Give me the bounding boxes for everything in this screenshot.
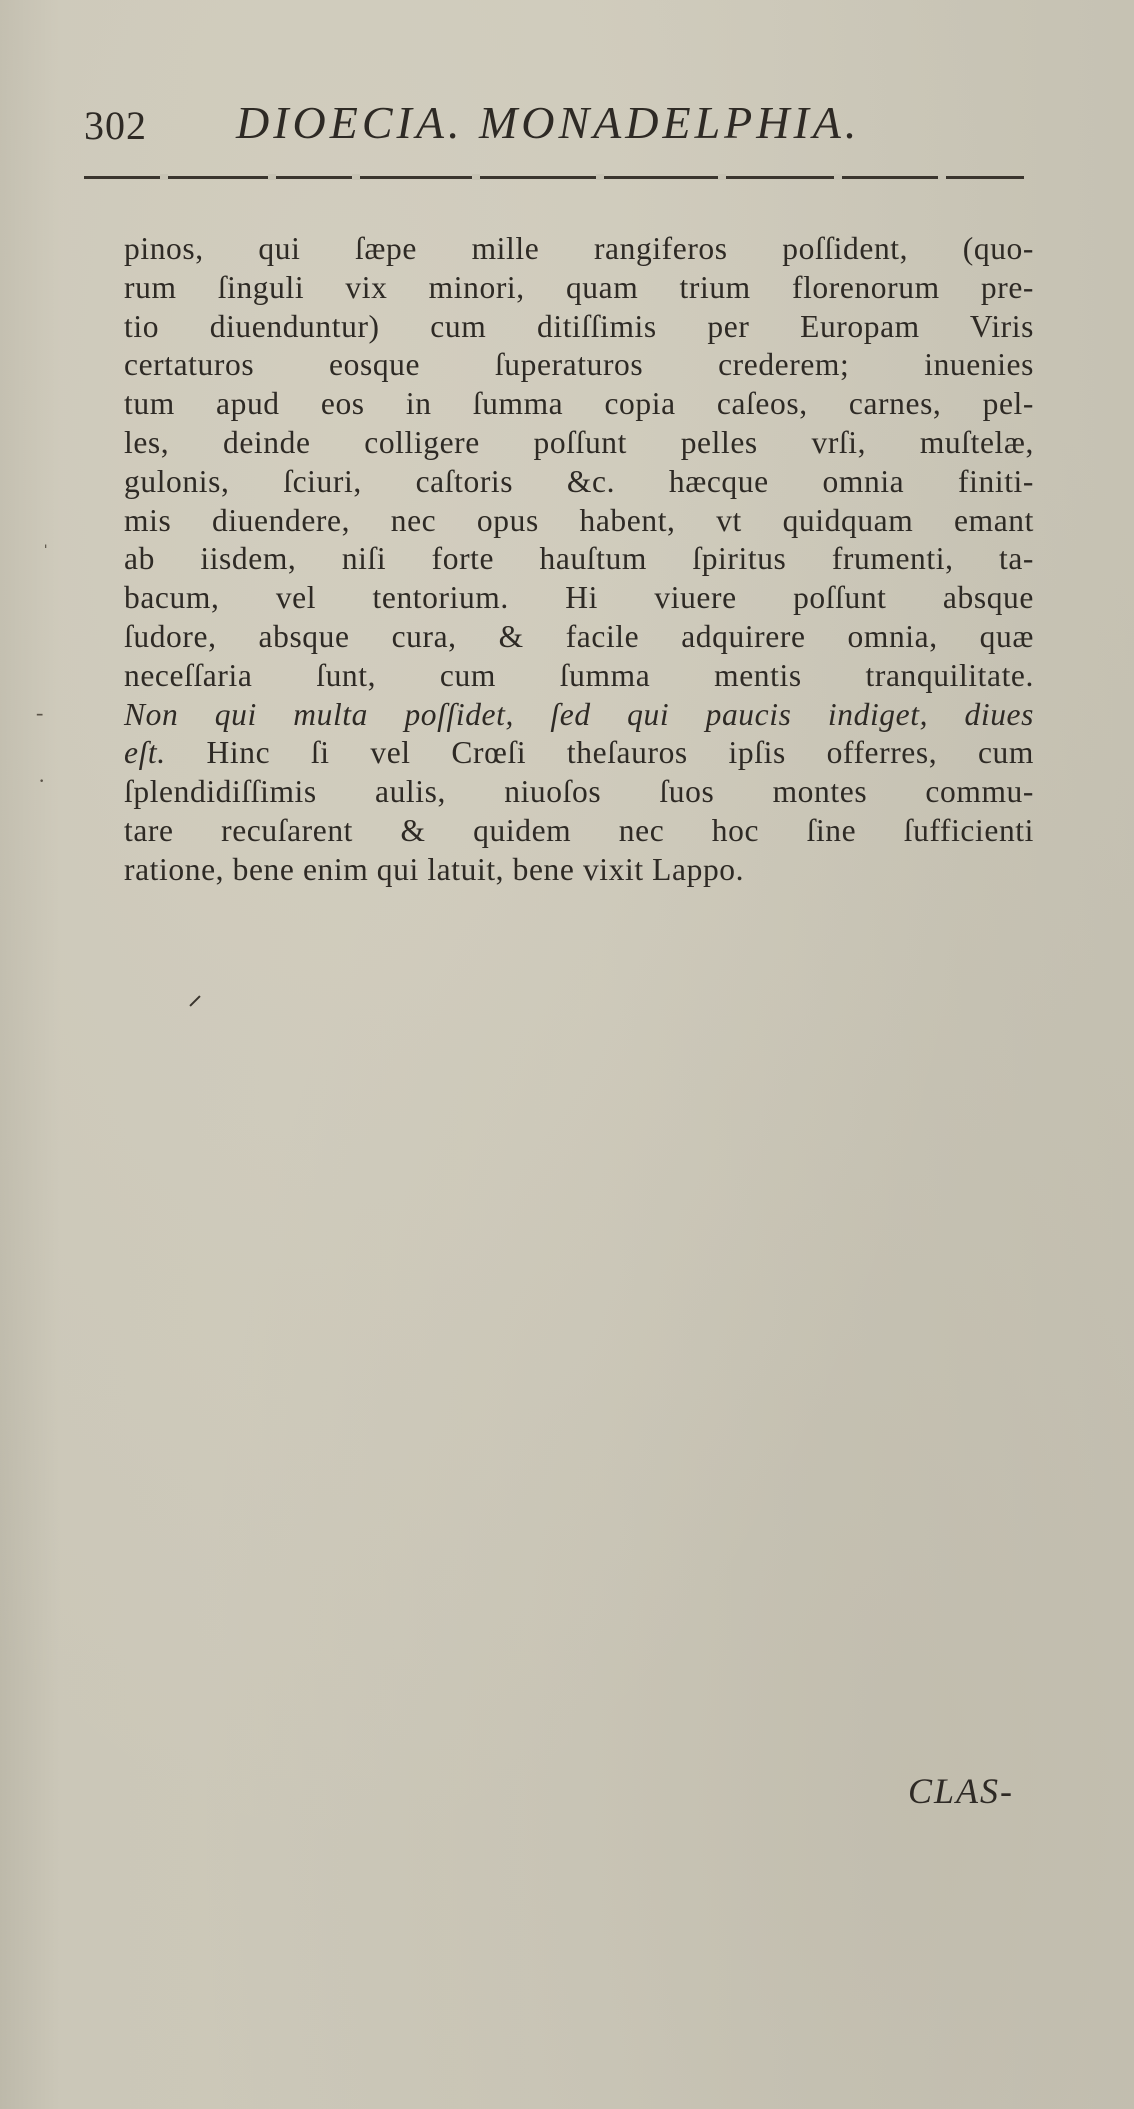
text-line: tare recuſarent & quidem nec hoc ſine ſufficienti <box>124 812 1034 848</box>
italic-quote-line: Non qui multa poſſidet, ſed qui paucis indiget, diues <box>124 696 1034 732</box>
rule-gap <box>596 174 604 180</box>
page-header <box>84 96 1044 156</box>
text-line: ab iisdem, niſi forte hauſtum ſpiritus frumenti, ta- <box>124 541 1034 577</box>
text-line: gulonis, ſciuri, caſtoris &c. hæcque omnia finiti- <box>124 463 1034 499</box>
text-line: mis diuendere, nec opus habent, vt quidquam emant <box>124 502 1034 538</box>
rule-gap <box>268 174 276 180</box>
text-line: tum apud eos in ſumma copia caſeos, carnes, pel- <box>124 386 1034 422</box>
text-line: rum ſinguli vix minori, quam trium florenorum pre- <box>124 269 1034 305</box>
margin-ink-mark: ‐ <box>36 700 44 725</box>
body-text <box>124 230 1034 890</box>
rule-gap <box>834 174 842 180</box>
text-line: ſudore, absque cura, & facile adquirere omnia, quæ <box>124 618 1034 654</box>
text-line: les, deinde colligere poſſunt pelles vrſi, muſtelæ, <box>124 424 1034 460</box>
margin-ink-mark: · <box>38 768 46 793</box>
rule-gap <box>472 174 480 180</box>
text-line: certaturos eosque ſuperaturos crederem; inuenies <box>124 347 1034 383</box>
text-line-continuation: Hinc ſi vel Crœſi theſauros ipſis offerres, cum <box>165 735 1034 771</box>
text-line: tio diuenduntur) cum ditiſſimis per Europam Viris <box>124 308 1034 344</box>
rule-gap <box>160 174 168 180</box>
rule-gap <box>938 174 946 180</box>
header-rule <box>84 176 1024 182</box>
running-head: DIOECIA. MONADELPHIA. <box>236 97 861 148</box>
rule-gap <box>352 174 360 180</box>
text-line: neceſſaria ſunt, cum ſumma mentis tranquilitate. <box>124 657 1034 693</box>
text-line: bacum, vel tentorium. Hi viuere poſſunt absque <box>124 580 1034 616</box>
catchword: CLAS- <box>908 1771 1015 1811</box>
text-line-last: ratione, bene enim qui latuit, bene vixit Lappo. <box>124 851 745 887</box>
italic-quote-end: eſt. <box>124 735 166 771</box>
page-number: 302 <box>84 103 147 148</box>
text-line: ſplendidiſſimis aulis, niuoſos ſuos montes commu- <box>124 774 1034 810</box>
text-line: pinos, qui ſæpe mille rangiferos poſſident, (quo- <box>124 231 1034 266</box>
stray-ink-mark <box>189 995 200 1006</box>
rule-gap <box>718 174 726 180</box>
margin-ink-mark: ˈ <box>42 540 50 565</box>
text-line-mixed <box>124 734 1034 773</box>
